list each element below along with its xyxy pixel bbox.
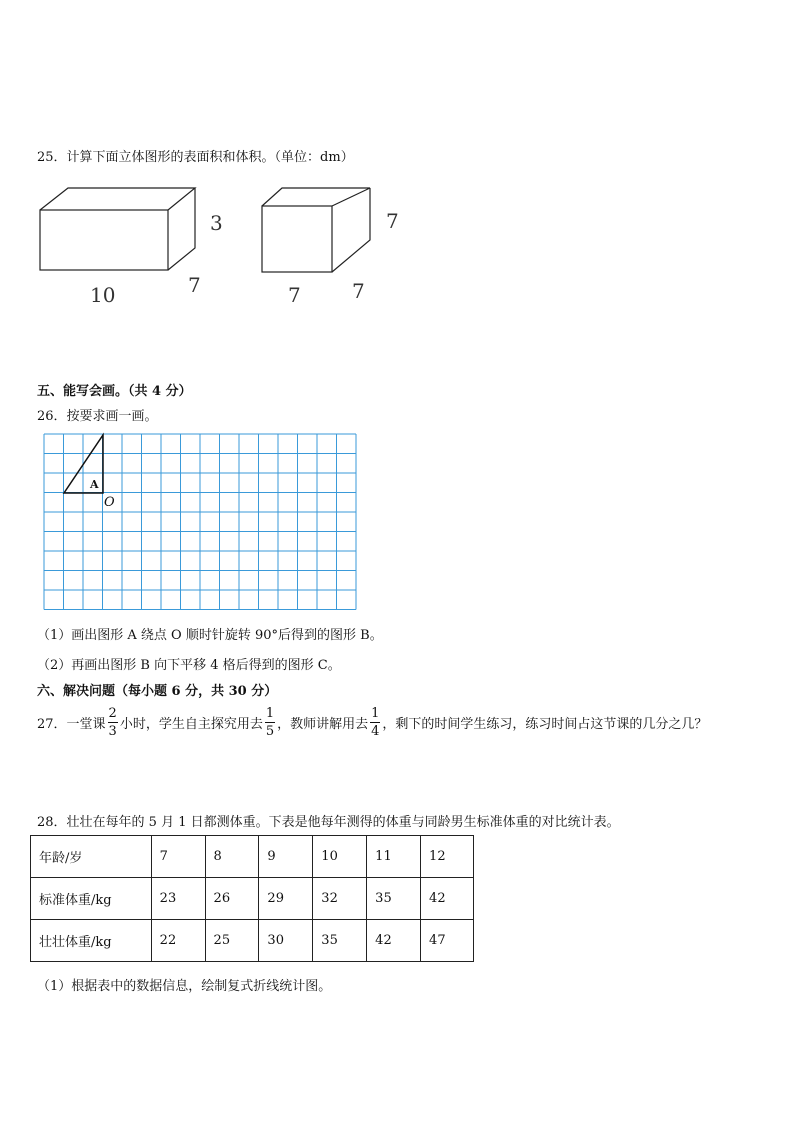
triangle-a-label: A [90, 478, 99, 491]
table-cell: 22 [151, 920, 205, 962]
cuboid-length-label: 10 [90, 283, 116, 307]
q27-fraction-2-num: 1 [265, 705, 275, 721]
table-cell: 年龄/岁 [31, 836, 152, 878]
cuboid-width-label: 7 [188, 273, 201, 297]
table-row [31, 878, 474, 920]
q28-sub1: （1）根据表中的数据信息，绘制复式折线统计图。 [37, 979, 332, 994]
table-cell: 10 [313, 836, 367, 878]
q26-sub1: （1）画出图形 A 绕点 O 顺时针旋转 90°后得到的图形 B。 [37, 628, 383, 643]
weight-table [30, 835, 474, 962]
q27-prefix: 27．一堂课 [37, 716, 106, 732]
q27-suffix: ，剩下的时间学生练习，练习时间占这节课的几分之几？ [382, 716, 708, 732]
q27-text [37, 700, 707, 744]
section6-title: 六、解决问题（每小题 6 分，共 30 分） [37, 684, 278, 699]
table-cell: 29 [259, 878, 313, 920]
table-cell: 12 [421, 836, 474, 878]
table-row [31, 920, 474, 962]
point-o-label: O [104, 495, 115, 510]
q26-text: 26．按要求画一画。 [37, 409, 158, 424]
cube-side-label: 7 [352, 279, 365, 303]
table-cell: 47 [421, 920, 474, 962]
cuboid-height-label: 3 [210, 211, 223, 235]
table-header-row [31, 836, 474, 878]
table-cell: 26 [205, 878, 259, 920]
table-cell: 7 [151, 836, 205, 878]
q26-grid [40, 430, 364, 614]
q25-text: 25．计算下面立体图形的表面积和体积。（单位：dm） [37, 150, 354, 165]
cube-top-face [262, 188, 370, 206]
table-cell: 42 [367, 920, 421, 962]
table-cell: 9 [259, 836, 313, 878]
table-cell: 30 [259, 920, 313, 962]
q25-figures [30, 178, 430, 308]
table-cell: 35 [313, 920, 367, 962]
q27-fraction-1 [108, 707, 118, 738]
table-cell: 23 [151, 878, 205, 920]
table-cell: 25 [205, 920, 259, 962]
q27-fraction-3 [370, 707, 380, 738]
q27-fraction-1-den: 3 [108, 723, 117, 739]
table-cell: 11 [367, 836, 421, 878]
section5-title: 五、能写会画。（共 4 分） [37, 384, 192, 399]
q27-mid1: 小时，学生自主探究用去 [119, 716, 263, 732]
q27-fraction-2 [265, 707, 275, 738]
q27-fraction-3-den: 4 [371, 723, 380, 739]
table-cell: 壮壮体重/kg [31, 920, 152, 962]
table-cell: 8 [205, 836, 259, 878]
q27-fraction-2-den: 5 [265, 723, 275, 739]
cube-side-face [332, 188, 370, 272]
cuboid-figure [40, 188, 195, 270]
cuboid-top-face [40, 188, 195, 210]
q27-fraction-1-num: 2 [108, 705, 117, 721]
cube-front-face [262, 206, 332, 272]
table-cell: 42 [421, 878, 474, 920]
q28-text: 28．壮壮在每年的 5 月 1 日都测体重。下表是他每年测得的体重与同龄男生标准体重的对比统计表。 [37, 815, 620, 830]
cube-height-label: 7 [386, 209, 399, 233]
cube-front-label: 7 [288, 283, 301, 307]
q26-sub2: （2）再画出图形 B 向下平移 4 格后得到的图形 C。 [37, 658, 341, 673]
cuboid-side-face [168, 188, 195, 270]
table-cell: 35 [367, 878, 421, 920]
q27-mid2: ，教师讲解用去 [277, 716, 369, 732]
cuboid-front-face [40, 210, 168, 270]
cube-figure [262, 188, 370, 272]
table-cell: 标准体重/kg [31, 878, 152, 920]
table-cell: 32 [313, 878, 367, 920]
q27-fraction-3-num: 1 [371, 705, 380, 721]
